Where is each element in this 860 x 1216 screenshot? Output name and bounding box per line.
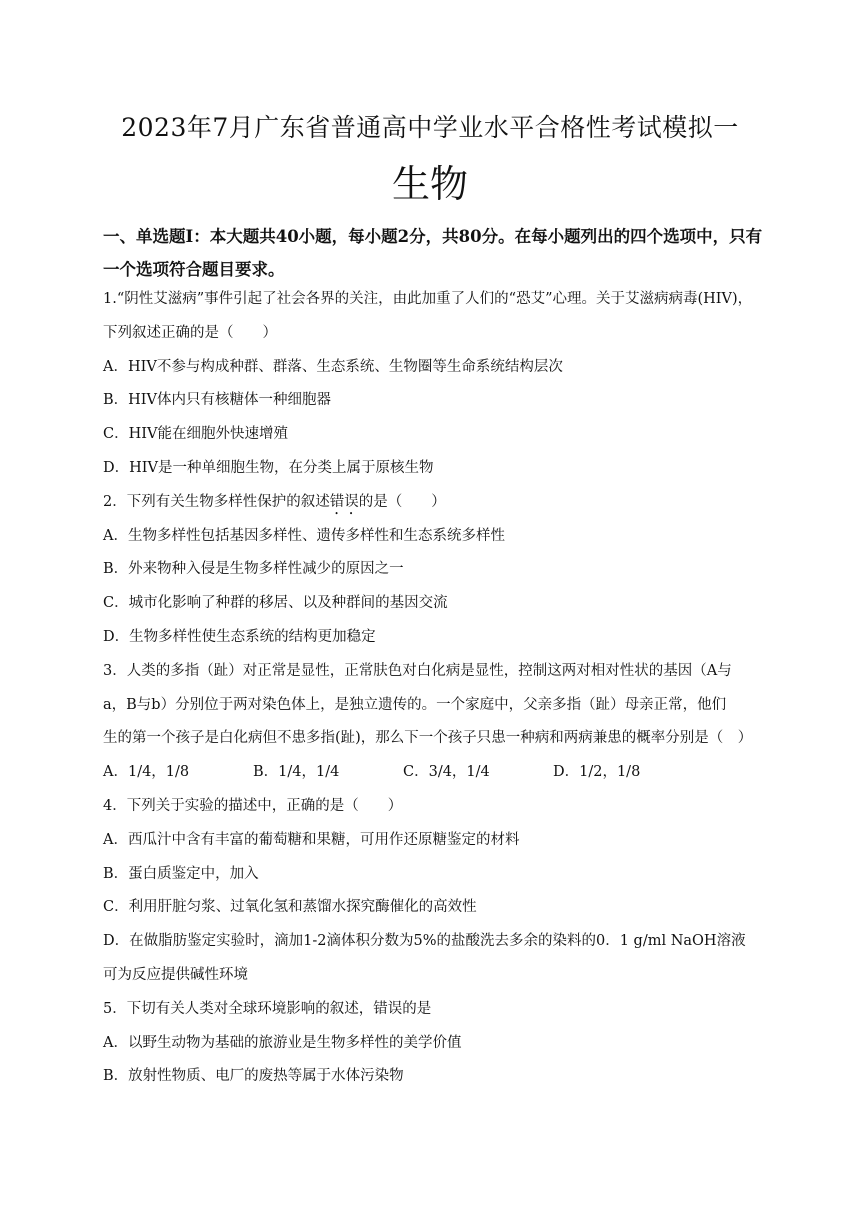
question-stem: 下列叙述正确的是（ ） — [103, 324, 277, 341]
option-d: D．1/2，1/8 — [553, 764, 641, 781]
option-a: A．西瓜汁中含有丰富的葡萄糖和果糖，可用作还原糖鉴定的材料 — [103, 831, 520, 848]
question-4 — [103, 790, 771, 993]
option-d: D．生物多样性使生态系统的结构更加稳定 — [103, 628, 376, 645]
option-b: B．1/4，1/4 — [253, 764, 340, 781]
option-b: B．蛋白质鉴定中，加入 — [103, 865, 259, 882]
section-heading: 一、单选题I：本大题共40小题，每小题2分，共80分。在每小题列出的四个选项中，只有一个选项符合题目要求。 — [103, 227, 763, 279]
option-b: B．外来物种入侵是生物多样性减少的原因之一 — [103, 561, 404, 578]
question-stem — [103, 486, 771, 520]
emphasized-word: 错误 — [329, 493, 359, 510]
option-a: A．以野生动物为基础的旅游业是生物多样性的美学价值 — [103, 1034, 462, 1051]
option-b: B．HIV体内只有核糖体一种细胞器 — [103, 392, 331, 409]
question-3 — [103, 655, 771, 790]
option-row — [103, 756, 771, 790]
exam-title: 2023年7月广东省普通高中学业水平合格性考试模拟一 — [121, 113, 739, 142]
option-d-continued: 可为反应提供碱性环境 — [103, 966, 248, 983]
question-5 — [103, 993, 771, 1094]
option-c: C．3/4，1/4 — [403, 764, 490, 781]
stem-text: 2．下列有关生物多样性保护的叙述 — [103, 493, 330, 510]
option-b: B．放射性物质、电厂的废热等属于水体污染物 — [103, 1068, 404, 1085]
option-d: D．在做脂肪鉴定实验时，滴加1-2滴体积分数为5%的盐酸洗去多余的染料的0．1 g/ml NaOH溶液 — [103, 933, 746, 950]
question-list — [103, 283, 771, 1094]
option-a: A．HIV不参与构成种群、群落、生态系统、生物圈等生命系统结构层次 — [103, 358, 563, 375]
option-a: A．1/4，1/8 — [103, 764, 190, 781]
question-2 — [103, 486, 771, 655]
stem-text: 的是（ ） — [358, 493, 446, 510]
question-stem: a，B与b）分别位于两对染色体上，是独立遗传的。一个家庭中，父亲多指（趾）母亲正常，他们 — [103, 696, 727, 713]
subject-title: 生物 — [391, 162, 468, 206]
question-stem: 5．下切有关人类对全球环境影响的叙述，错误的是 — [103, 1000, 432, 1017]
question-stem: 4．下列关于实验的描述中，正确的是（ ） — [103, 797, 403, 814]
option-c: C．利用肝脏匀浆、过氧化氢和蒸馏水探究酶催化的高效性 — [103, 899, 477, 916]
option-c: C．HIV能在细胞外快速增殖 — [103, 426, 288, 443]
question-stem: 生的第一个孩子是白化病但不患多指(趾)，那么下一个孩子只患一种病和两病兼患的概率分别是（ ） — [103, 730, 753, 747]
option-c: C．城市化影响了种群的移居、以及种群间的基因交流 — [103, 595, 448, 612]
question-1 — [103, 283, 771, 486]
option-a: A．生物多样性包括基因多样性、遗传多样性和生态系统多样性 — [103, 527, 505, 544]
option-d: D．HIV是一种单细胞生物，在分类上属于原核生物 — [103, 459, 434, 476]
question-stem: 1.“阴性艾滋病”事件引起了社会各界的关注，由此加重了人们的“恐艾”心理。关于艾滋病病毒(HIV)， — [103, 291, 753, 307]
question-stem: 3．人类的多指（趾）对正常是显性，正常肤色对白化病是显性，控制这两对相对性状的基因（A与 — [103, 662, 732, 679]
